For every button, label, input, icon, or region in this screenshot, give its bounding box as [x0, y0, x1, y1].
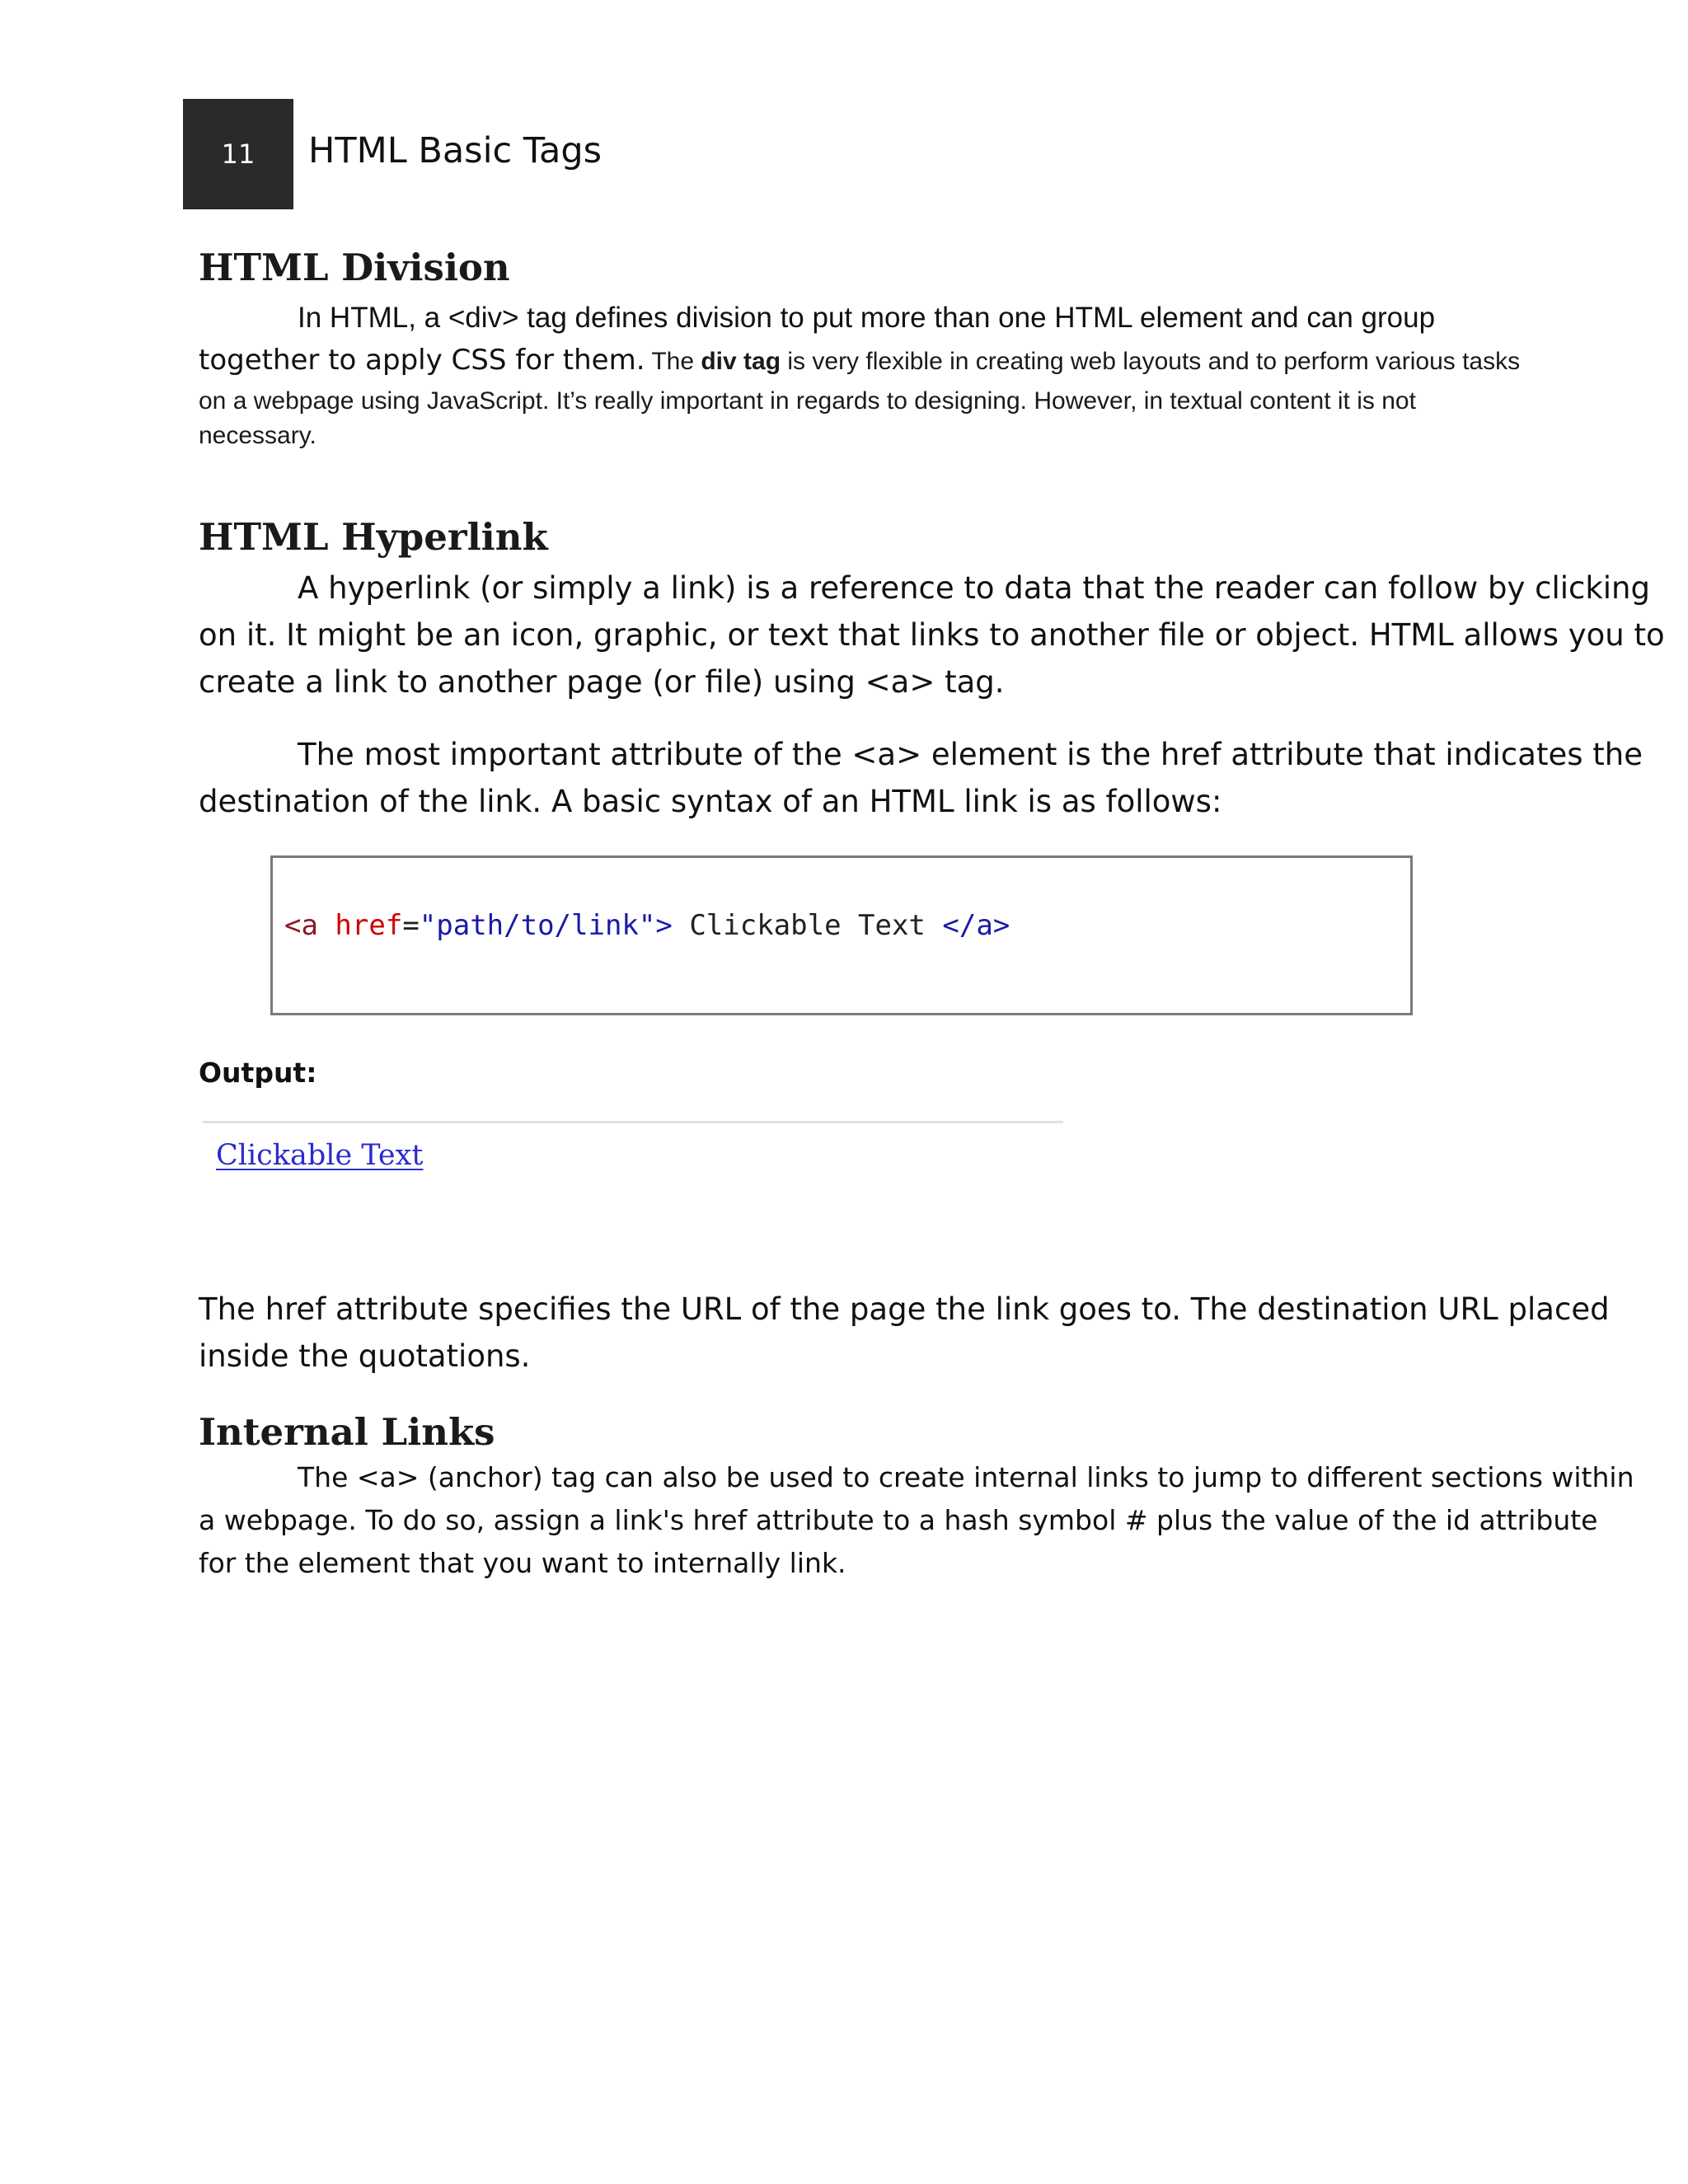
hyperlink-p1-line-1: A hyperlink (or simply a link) is a reference to data that the reader can follow by clicking [298, 570, 1650, 606]
division-line-1: In HTML, a <div> tag defines division to put more than one HTML element and can group [298, 302, 1436, 334]
division-line-3: on a webpage using JavaScript. It’s really important in regards to designing. However, in textual content it is not [199, 387, 1416, 415]
section-heading-hyperlink: HTML Hyperlink [199, 515, 548, 559]
hyperlink-p1-line-3: create a link to another page (or file) using <a> tag. [199, 664, 1005, 700]
hyperlink-p3-line-2: inside the quotations. [199, 1338, 531, 1374]
hyperlink-p3-line-1: The href attribute specifies the URL of the page the link goes to. The destination URL placed [199, 1291, 1610, 1327]
internal-links-paragraph [199, 1456, 1634, 1585]
code-example-box [270, 855, 1413, 1015]
section-heading-internal-links: Internal Links [199, 1410, 495, 1454]
code-open-tag: <a [284, 909, 318, 942]
code-eq: = [402, 909, 420, 942]
hyperlink-paragraph-1 [199, 565, 1665, 705]
page-number-badge [183, 99, 293, 209]
division-line-4: necessary. [199, 422, 316, 449]
hyperlink-p2-line-1: The most important attribute of the <a> element is the href attribute that indicates the [298, 737, 1643, 772]
output-label: Output: [199, 1057, 317, 1089]
hyperlink-paragraph-2 [199, 731, 1643, 825]
code-line [284, 909, 1010, 942]
page-number: 11 [221, 138, 256, 170]
internal-line-3: for the element that you want to internally link. [199, 1547, 846, 1579]
division-paragraph [199, 297, 1521, 452]
section-heading-division: HTML Division [199, 246, 510, 289]
code-value: "path/to/link" [419, 909, 656, 942]
internal-line-1: The <a> (anchor) tag can also be used to create internal links to jump to different sections within [298, 1461, 1634, 1493]
internal-line-2: a webpage. To do so, assign a link's href attribute to a hash symbol # plus the value of the id attribute [199, 1504, 1598, 1536]
hyperlink-p1-line-2: on it. It might be an icon, graphic, or text that links to another file or object. HTML allows you to [199, 617, 1665, 653]
page-header-title: HTML Basic Tags [308, 130, 603, 171]
division-line-2-bold: div tag [701, 348, 781, 375]
division-line-2-post: is very flexible in creating web layouts and to perform various tasks [781, 348, 1521, 375]
code-close-bracket: > [655, 909, 673, 942]
division-line-2-pre: The [645, 348, 701, 375]
hyperlink-paragraph-3 [199, 1286, 1610, 1380]
code-close-tag: </a> [942, 909, 1010, 942]
division-line-2-lead: together to apply CSS for them. [199, 344, 645, 377]
code-attr: href [317, 909, 403, 942]
output-link[interactable]: Clickable Text [216, 1139, 424, 1172]
hyperlink-p2-line-2: destination of the link. A basic syntax of an HTML link is as follows: [199, 784, 1222, 819]
code-text: Clickable Text [672, 909, 943, 942]
output-divider [203, 1121, 1063, 1123]
